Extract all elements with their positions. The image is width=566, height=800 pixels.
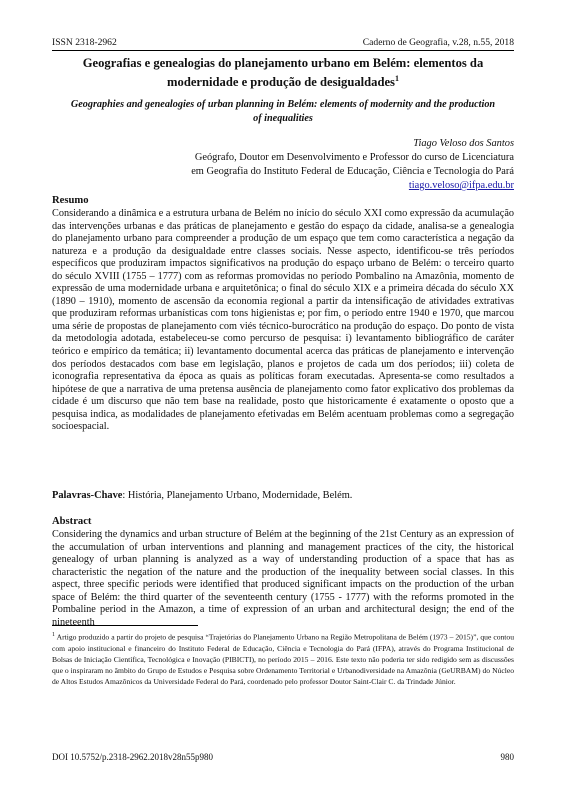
keywords-label: Palavras-Chave (52, 490, 123, 501)
author-email-link[interactable]: tiago.veloso@ifpa.edu.br (408, 180, 514, 191)
page-number: 980 (500, 752, 514, 762)
paper-title (58, 55, 508, 90)
author-block (94, 137, 514, 193)
issn-label: ISSN 2318-2962 (52, 37, 117, 48)
paper-english-title: Geographies and genealogies of urban planning in Belém: elements of modernity and the production of inequalities (70, 99, 496, 124)
resumo-text: Considerando a dinâmica e a estrutura urbana de Belém no início do século XXI como expressão da acumulação das intervenções urbanas e das práticas de planejamento e gestão do espaço da cidade, analisa-se a genealogia do planejamento urbano para compreender a produção de um espaço que tem como característica a negação da natureza e a produção da desigualdade entre classes sociais. Nesse aspecto, identificou-se três períodos específicos que produziram impactos significativos na produção do espaço urbano de Belém: o terceiro quarto do século XVIII (1755 – 1777) com as reformas promovidas no período Pombalino na Amazônia, momento de expressão de uma modernidade urbana e arquitetônica; o final do século XIX e a primeira década do século XX (1890 – 1910), momento de ascensão da economia regional a partir da intensificação de atividades extrativas que produziram reformas urbanísticas com tons higienistas e; por fim, o período entre 1940 e 1970, que marcou uma série de propostas de planejamento com viés técnico-burocrático na produção do espaço. Do ponto de vista da metodologia adotada, estabeleceu-se como percurso de pesquisa: i) levantamento bibliográfico de caráter teórico e empírico da temática; ii) levantamento documental acerca das práticas de planejamento e intervenção dos períodos destacados com base em legislação, planos e projetos de cada um dos períodos; iii) coleta de iconografia representativa da época as quais as políticas foram executadas. Apresenta-se como resultados a hipótese de que a narrativa de uma pretensa ausência de planejamento como fator explicativo dos problemas da cidade é um discurso que não tem base na realidade, posto que historicamente é exatamente o oposto que a pesquisa indica, as modalidades de planejamento efetivadas em Belém acentuam problemas como a segregação socioespacial. (52, 208, 514, 433)
resumo-heading: Resumo (52, 195, 89, 206)
abstract-text: Considering the dynamics and urban structure of Belém at the beginning of the 21st Century as an expression of the accumulation of urban interventions and planning and management practices of the city, the historical genealogy of urban planning is analyzed as a way of understanding production of a space that has as characteristic the negation of the nature and the production of the inequality between social classes. In this aspect, three specific periods were identified that produced significant impacts on the production of the urban space of Belém: the third quarter of the seventeenth century (1755 - 1777) with the reforms promoted in the Pombaline period in the Amazon, a time of expression of an urban and architectural design; the end of the nineteenth (52, 529, 514, 628)
doi-label: DOI 10.5752/p.2318-2962.2018v28n55p980 (52, 752, 213, 762)
footnote-divider (52, 625, 198, 626)
abstract-heading: Abstract (52, 516, 92, 527)
header-divider (52, 50, 514, 51)
footnote-marker: 1 (52, 632, 55, 638)
author-affiliation-line-2: em Geografia do Instituto Federal de Educação, Ciência e Tecnologia do Pará (191, 166, 514, 177)
keywords-text: : História, Planejamento Urbano, Modernidade, Belém. (122, 490, 353, 501)
keywords (52, 490, 514, 501)
page-footer (52, 752, 514, 762)
page-header (52, 37, 514, 48)
footnote-text: Artigo produzido a partir do projeto de pesquisa “Trajetórias do Planejamento Urbano na Região Metropolitana de Belém (1973 – 2015)”, que contou com apoio institucional e financeiro do Instituto Federal de Educação, Ciência e Tecnologia do Pará (IFPA), através do Programa Institucional de Bolsas de Iniciação Científica, Tecnológica e Inovação (PIBICTI), no período 2015 – 2016. Este texto não poderia ter sido redigido sem as discussões que o inspiraram no âmbito do Grupo de Estudos e Pesquisa sobre Ordenamento Territorial e Urbanodiversidade na Amazônia (GeURBAM) do Núcleo de Altos Estudos Amazônicos da Universidade Federal do Pará, coordenado pelo professor Doutor Saint-Clair C. da Trindade Júnior. (52, 632, 514, 686)
paper-title-text: Geografias e genealogias do planejamento urbano em Belém: elementos da modernidade e produção de desigualdades (82, 56, 484, 90)
author-affiliation-line-1: Geógrafo, Doutor em Desenvolvimento e Professor do curso de Licenciatura (194, 152, 514, 163)
author-name: Tiago Veloso dos Santos (413, 138, 514, 149)
title-footnote-marker[interactable]: 1 (394, 74, 399, 83)
footnote (52, 630, 514, 687)
journal-citation: Caderno de Geografia, v.28, n.55, 2018 (362, 37, 514, 48)
